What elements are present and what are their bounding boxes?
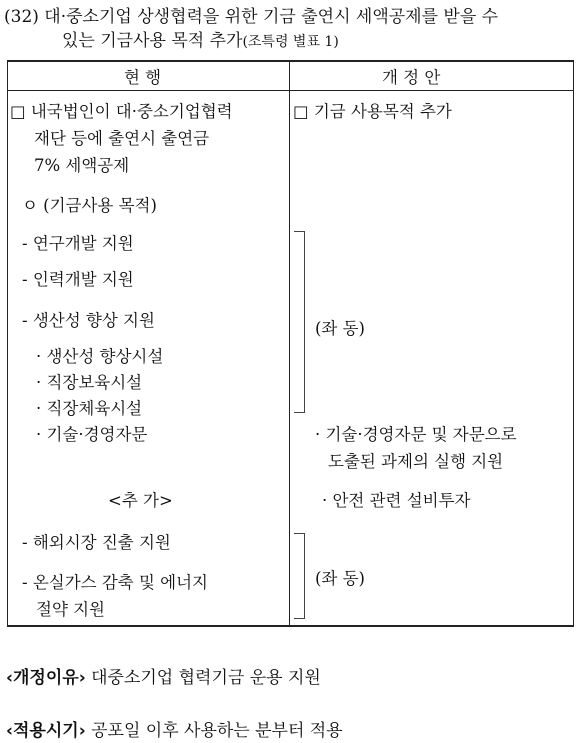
table-right-border <box>573 60 574 627</box>
effective-date <box>6 716 343 741</box>
revision-reason-text: 대중소기업 협력기금 운용 지원 <box>91 668 321 688</box>
table-column-divider <box>289 60 290 627</box>
column-header-current: 현 행 <box>124 68 162 87</box>
table-top-border <box>7 60 574 62</box>
current-hr-support: - 인력개발 지원 <box>22 270 134 289</box>
current-rd-support: - 연구개발 지원 <box>22 234 134 253</box>
current-item-1-line-2: 재단 등에 출연시 출연금 <box>34 129 210 148</box>
current-consulting: · 기술·경영자문 <box>36 425 148 444</box>
column-header-revised: 개 정 안 <box>382 68 441 87</box>
effective-date-label: ‹적용시기› <box>6 721 86 741</box>
current-productivity-support: - 생산성 향상 지원 <box>22 311 155 330</box>
current-facility-productivity: · 생산성 향상시설 <box>36 347 164 366</box>
effective-date-text: 공포일 이후 사용하는 분부터 적용 <box>91 721 343 741</box>
current-item-1-line-1: □ 내국법인이 대·중소기업협력 <box>10 102 233 121</box>
current-ghg-line-2: 절약 지원 <box>36 600 106 619</box>
same-as-left-bracket-2 <box>294 533 305 619</box>
heading-reference: (조특령 별표 1) <box>242 34 339 50</box>
table-left-border <box>7 60 8 627</box>
current-facility-childcare: · 직장보육시설 <box>36 373 143 392</box>
current-added-label: <추 가> <box>108 491 173 510</box>
revised-safety: · 안전 관련 설비투자 <box>322 491 471 510</box>
revised-consulting-line-1: · 기술·경영자문 및 자문으로 <box>315 425 517 444</box>
revised-item-1: □ 기금 사용목적 추가 <box>293 102 452 121</box>
table-bottom-border <box>7 625 574 627</box>
current-ghg-line-1: - 온실가스 감축 및 에너지 <box>22 573 208 592</box>
current-facility-sports: · 직장체육시설 <box>36 399 143 418</box>
current-item-1-line-3: 7% 세액공제 <box>34 156 130 175</box>
heading-line-1: (32) 대·중소기업 상생협력을 위한 기금 출연시 세액공제를 받을 수 <box>4 7 499 27</box>
revised-consulting-line-2: 도출된 과제의 실행 지원 <box>328 452 504 471</box>
revision-reason-label: ‹개정이유› <box>6 668 86 688</box>
revised-same-2: (좌 동) <box>315 569 365 588</box>
revision-reason <box>6 663 321 688</box>
same-as-left-bracket-1 <box>294 231 305 413</box>
table-header-divider <box>7 90 574 91</box>
heading-main: 있는 기금사용 목적 추가 <box>62 31 243 51</box>
revised-same-1: (좌 동) <box>315 319 365 338</box>
current-purpose-label: ㅇ (기금사용 목적) <box>22 196 157 215</box>
current-overseas-support: - 해외시장 진출 지원 <box>22 533 171 552</box>
heading-line-2 <box>62 29 339 54</box>
